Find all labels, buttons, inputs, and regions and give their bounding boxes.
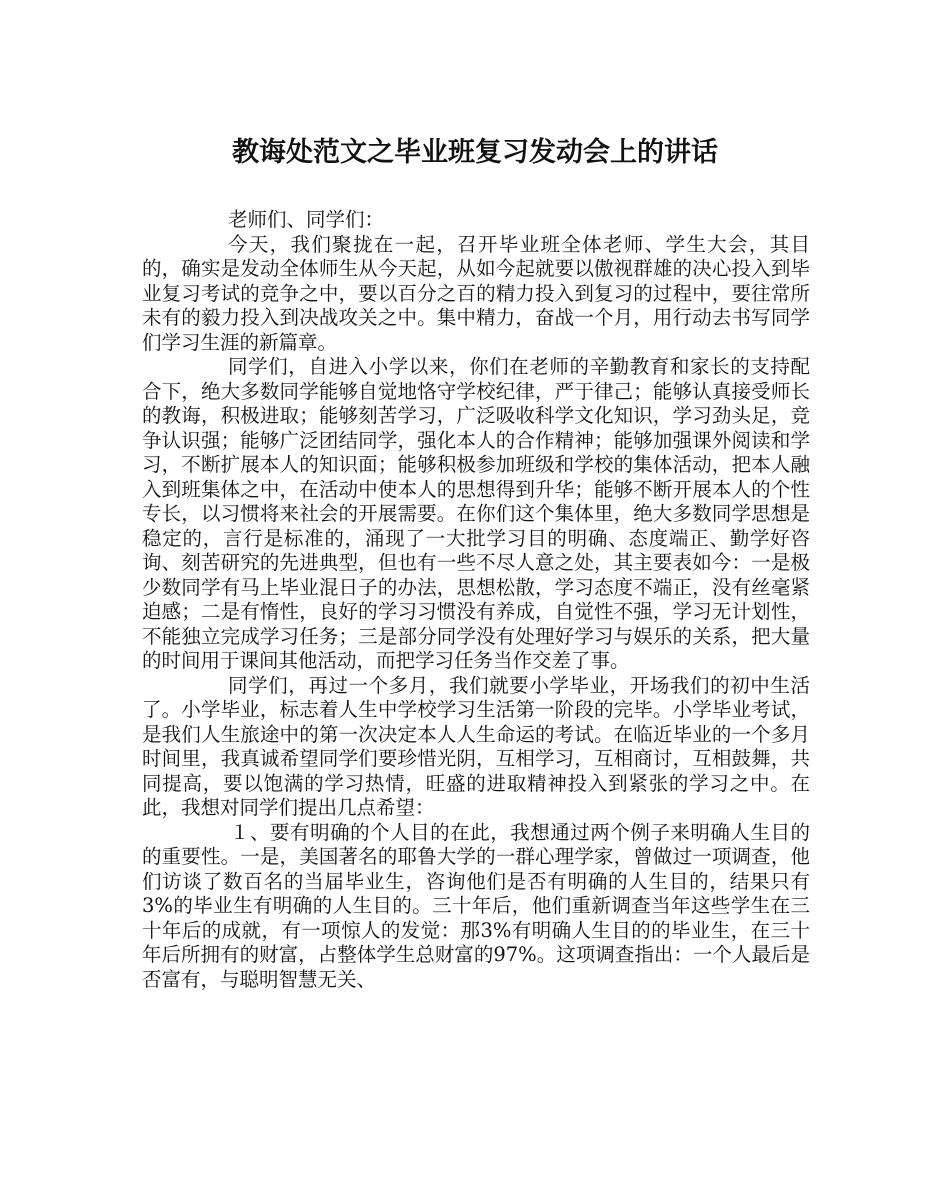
paragraph-students-performance: 同学们，自进入小学以来，你们在老师的辛勤教育和家长的支持配合下，绝大多数同学能够自觉地恪守学校纪律，严于律己；能够认真接受师长的教诲，积极进取；能够刻苦学习，广泛吸收科学文化知识，学习劲头足，竞争认识强；能够广泛团结同学，强化本人的合作精神；能够加强课外阅读和学习，不断扩展本人的知识面；能够积极参加班级和学校的集体活动，把本人融入到班集体之中，在活动中使本人的思想得到升华；能够不断开展本人的个性专长，以习惯将来社会的开展需要。在你们这个集体里，绝大多数同学思想是稳定的，言行是标准的，涌现了一大批学习目的明确、态度端正、勤学好咨询、刻苦研究的先进典型，但也有一些不尽人意之处，其主要表如今：一是极少数同学有马上毕业混日子的办法，思想松散，学习态度不端正，没有丝毫紧迫感；二是有惰性，良好的学习习惯没有养成，自觉性不强，学习无计划性，不能独立完成学习任务；三是部分同学没有处理好学习与娱乐的关系，把大量的时间用于课间其他活动，而把学习任务当作交差了事。 xyxy=(142,355,810,672)
paragraph-graduation-hopes: 同学们，再过一个多月，我们就要小学毕业，开场我们的初中生活了。小学毕业，标志着人生中学校学习生活第一阶段的完毕。小学毕业考试，是我们人生旅途中的第一次决定本人人生命运的考试。在临近毕业的一个多月时间里，我真诚希望同学们要珍惜光阴，互相学习，互相商讨，互相鼓舞，共同提高，要以饱满的学习热情，旺盛的进取精神投入到紧张的学习之中。在此，我想对同学们提出几点希望： xyxy=(142,673,810,819)
paragraph-opening: 今天，我们聚拢在一起，召开毕业班全体老师、学生大会，其目的，确实是发动全体师生从今天起，从如今起就要以傲视群雄的决心投入到毕业复习考试的竞争之中，要以百分之百的精力投入到复习的过程中，要往常所未有的毅力投入到决战攻关之中。集中精力，奋战一个月，用行动去书写同学们学习生涯的新篇章。 xyxy=(142,232,810,354)
document-body xyxy=(142,208,810,992)
paragraph-point-1: １、要有明确的个人目的在此，我想通过两个例子来明确人生目的的重要性。一是，美国著名的耶鲁大学的一群心理学家，曾做过一项调查，他们访谈了数百名的当届毕业生，咨询他们是否有明确的人生目的，结果只有3%的毕业生有明确的人生目的。三十年后，他们重新调查当年这些学生在三十年后的成就，有一项惊人的发觉：那3%有明确人生目的的毕业生，在三十年后所拥有的财富，占整体学生总财富的97%。这项调查指出：一个人最后是否富有，与聪明智慧无关、 xyxy=(142,820,810,991)
document-title: 教诲处范文之毕业班复习发动会上的讲话 xyxy=(232,137,718,168)
salutation: 老师们、同学们： xyxy=(228,208,385,231)
